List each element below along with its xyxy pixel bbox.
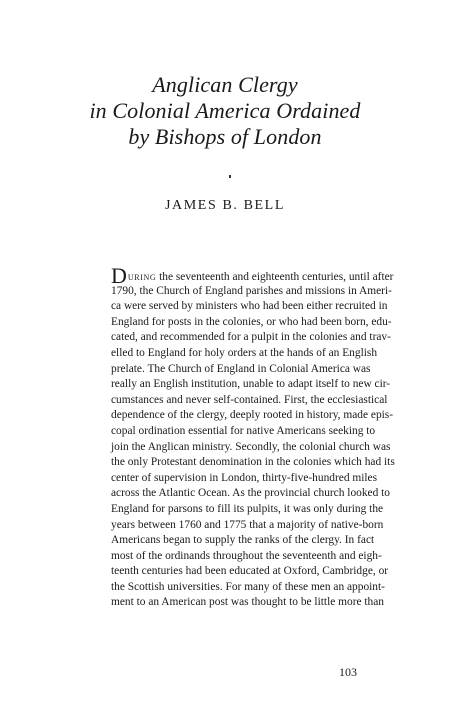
article-title bbox=[0, 72, 450, 150]
body-line-2: 1790, the Church of England parishes and missions in Ameri- bbox=[111, 284, 392, 297]
body-line-12: join the Anglican ministry. Secondly, the colonial church was bbox=[111, 440, 391, 453]
body-line-21: the Scottish universities. For many of these men an appoint- bbox=[111, 580, 385, 593]
title-line-1: Anglican Clergy bbox=[152, 72, 298, 97]
body-line-22: ment to an American post was thought to be little more than bbox=[111, 596, 385, 609]
body-line-5: cated, and recommended for a pulpit in the colonies and trav- bbox=[111, 331, 391, 344]
drop-cap: D bbox=[111, 263, 127, 288]
body-line-19: most of the ordinands throughout the seventeenth and eigh- bbox=[111, 549, 382, 562]
body-line-18: Americans began to supply the ranks of the clergy. In fact bbox=[111, 534, 375, 547]
first-word-rest: uring bbox=[127, 271, 157, 283]
body-line-14: center of supervision in London, thirty-five-hundred miles bbox=[111, 471, 378, 484]
body-line-13: the only Protestant denomination in the colonies which had its bbox=[111, 456, 395, 469]
body-line-11: copal ordination essential for native Americans seeking to bbox=[111, 424, 376, 437]
body-line-17: years between 1760 and 1775 that a majority of native-born bbox=[111, 518, 384, 531]
title-line-3: by Bishops of London bbox=[128, 124, 322, 149]
body-line-20: teenth centuries had been educated at Oxford, Cambridge, or bbox=[111, 565, 389, 578]
body-line-8: really an English institution, unable to adapt itself to new cir- bbox=[111, 378, 391, 391]
body-line-16: England for parsons to fill its pulpits, it was only during the bbox=[111, 502, 384, 515]
ornament-dot bbox=[229, 175, 231, 178]
author-byline: JAMES B. BELL bbox=[165, 198, 285, 213]
body-line-15: across the Atlantic Ocean. As the provincial church looked to bbox=[111, 487, 390, 500]
body-line-1-text: the seventeenth and eighteenth centuries, until after bbox=[159, 271, 394, 283]
title-line-2: in Colonial America Ordained bbox=[89, 98, 361, 123]
body-line-3: ca were served by ministers who had been either recruited in bbox=[111, 300, 388, 313]
body-line-7: prelate. The Church of England in Colonial America was bbox=[111, 362, 371, 375]
body-line-6: elled to England for holy orders at the hands of an English bbox=[111, 346, 378, 359]
body-line-4: England for posts in the colonies, or who had been born, edu- bbox=[111, 315, 392, 328]
article-body bbox=[111, 263, 395, 611]
page-number: 103 bbox=[339, 665, 357, 679]
body-line-9: cumstances and never self-contained. First, the ecclesiastical bbox=[111, 393, 388, 406]
body-line-1 bbox=[111, 263, 394, 288]
body-line-10: dependence of the clergy, deeply rooted in history, made epis- bbox=[111, 409, 394, 422]
